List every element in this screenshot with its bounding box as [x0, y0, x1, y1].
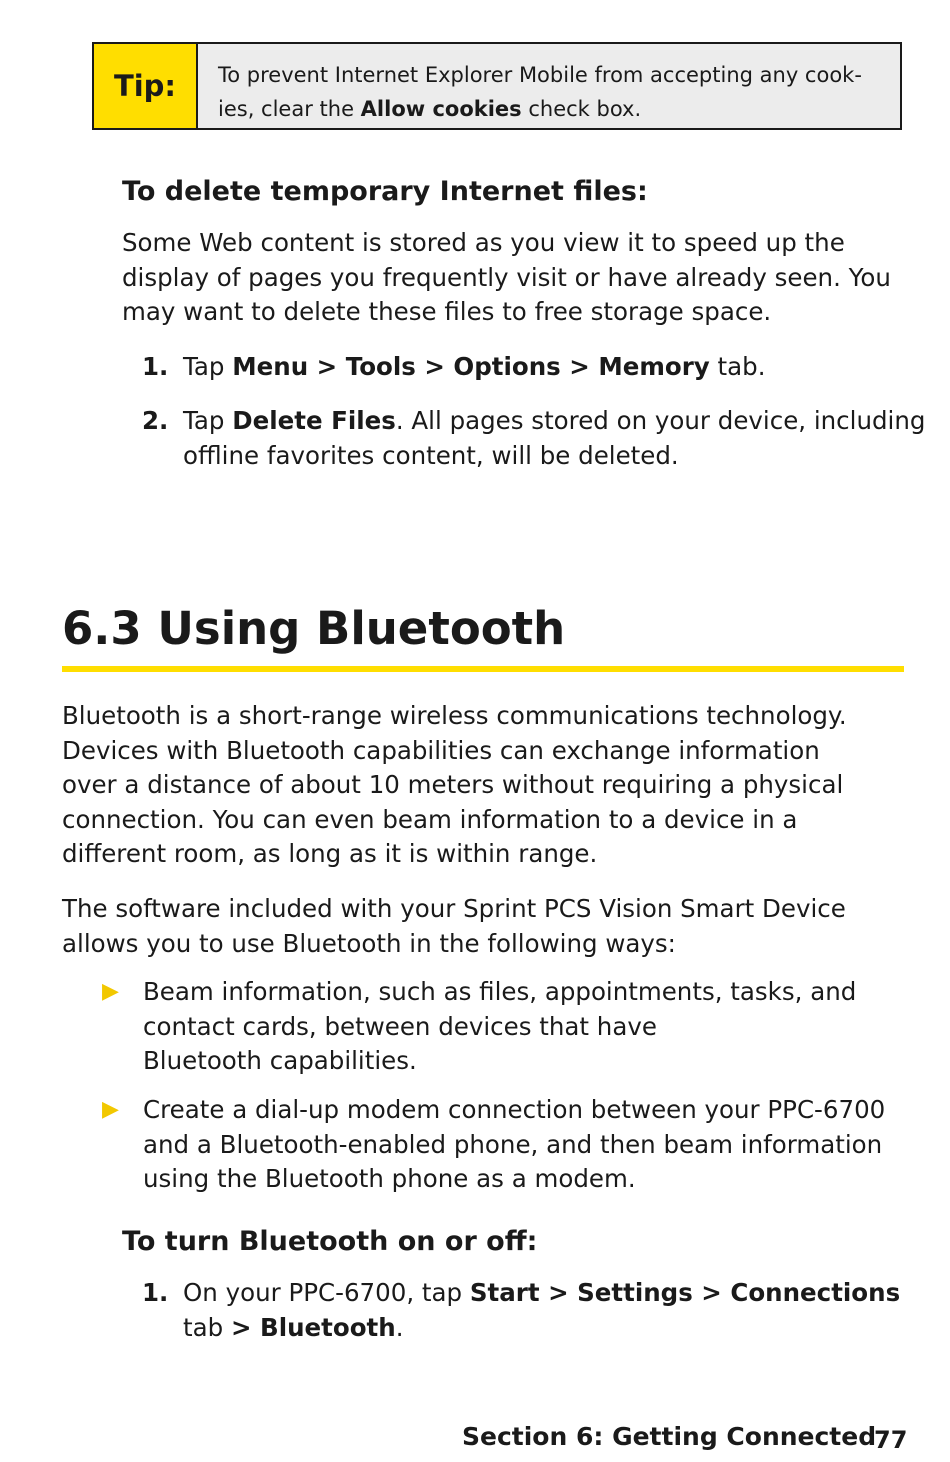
- delete-files-heading: To delete temporary Internet files:: [122, 176, 648, 207]
- step-number: 2.: [142, 406, 169, 435]
- step-pre: Tap: [183, 406, 233, 435]
- bullet-text: [143, 1093, 885, 1197]
- page-number: 77: [874, 1426, 908, 1454]
- step-text-line-2: offline favorites content, will be deleted.: [183, 440, 679, 470]
- tip-text: [198, 44, 900, 128]
- step-number: 1.: [142, 352, 169, 381]
- step-pre: On your PPC-6700, tap: [183, 1278, 470, 1307]
- step-pre: tab: [183, 1312, 231, 1342]
- para-line: Devices with Bluetooth capabilities can exchange information: [62, 735, 820, 765]
- section-title: 6.3 Using Bluetooth: [62, 602, 566, 655]
- intro-line-3: may want to delete these files to free storage space.: [122, 297, 772, 326]
- tip-line-1: To prevent Internet Explorer Mobile from accepting any cook-: [218, 63, 862, 87]
- footer-section-label: Section 6: Getting Connected: [462, 1422, 877, 1451]
- tip-line-2-pre: ies, clear the: [218, 97, 361, 121]
- bullet-line: Beam information, such as files, appointments, tasks, and: [143, 977, 857, 1006]
- settings-path: Start > Settings > Connections: [469, 1278, 901, 1307]
- bullet-line: Create a dial-up modem connection between your PPC-6700: [143, 1095, 886, 1124]
- bluetooth-intro: [62, 699, 847, 872]
- tip-line-2: [218, 92, 882, 126]
- step-text: [183, 1276, 900, 1311]
- step-pre: Tap: [183, 352, 233, 381]
- tip-label: Tip:: [94, 44, 198, 128]
- tip-box: [92, 42, 902, 130]
- bullet-line: Bluetooth capabilities.: [143, 1046, 417, 1075]
- para-line: different room, as long as it is within range.: [62, 839, 598, 868]
- para-line: connection. You can even beam information to a device in a: [62, 804, 798, 834]
- bullet-line: and a Bluetooth-enabled phone, and then beam information: [143, 1129, 883, 1159]
- triangle-bullet-icon: ▶: [102, 1097, 119, 1122]
- step-text: [183, 404, 925, 439]
- delete-files-term: Delete Files: [232, 406, 396, 435]
- step-post: tab.: [709, 352, 766, 381]
- bullet-line: using the Bluetooth phone as a modem.: [143, 1164, 636, 1193]
- para-line: over a distance of about 10 meters without requiring a physical: [62, 770, 844, 799]
- bullet-text: [143, 975, 856, 1079]
- tip-line-2-post: check box.: [521, 97, 642, 121]
- intro-line-1: Some Web content is stored as you view it to speed up the: [122, 228, 845, 257]
- para-line: allows you to use Bluetooth in the following ways:: [62, 928, 676, 958]
- para-line: The software included with your Sprint PCS Vision Smart Device: [62, 894, 846, 923]
- delete-files-intro: [122, 226, 891, 330]
- menu-path: Menu > Tools > Options > Memory: [232, 352, 710, 381]
- step-post: .: [395, 1312, 404, 1342]
- triangle-bullet-icon: ▶: [102, 979, 119, 1004]
- para-line: Bluetooth is a short-range wireless communications technology.: [62, 701, 847, 730]
- section-rule: [62, 666, 904, 672]
- step-text-line-2: [183, 1311, 403, 1346]
- bullet-line: contact cards, between devices that have: [143, 1011, 657, 1041]
- step-text: [183, 350, 766, 385]
- intro-line-2: display of pages you frequently visit or have already seen. You: [122, 262, 891, 292]
- toggle-bluetooth-heading: To turn Bluetooth on or off:: [122, 1226, 538, 1257]
- bluetooth-ways: [62, 892, 846, 961]
- allow-cookies-term: Allow cookies: [360, 97, 522, 121]
- step-number: 1.: [142, 1278, 169, 1307]
- step-post: . All pages stored on your device, including: [395, 406, 926, 435]
- bluetooth-term: > Bluetooth: [230, 1312, 396, 1342]
